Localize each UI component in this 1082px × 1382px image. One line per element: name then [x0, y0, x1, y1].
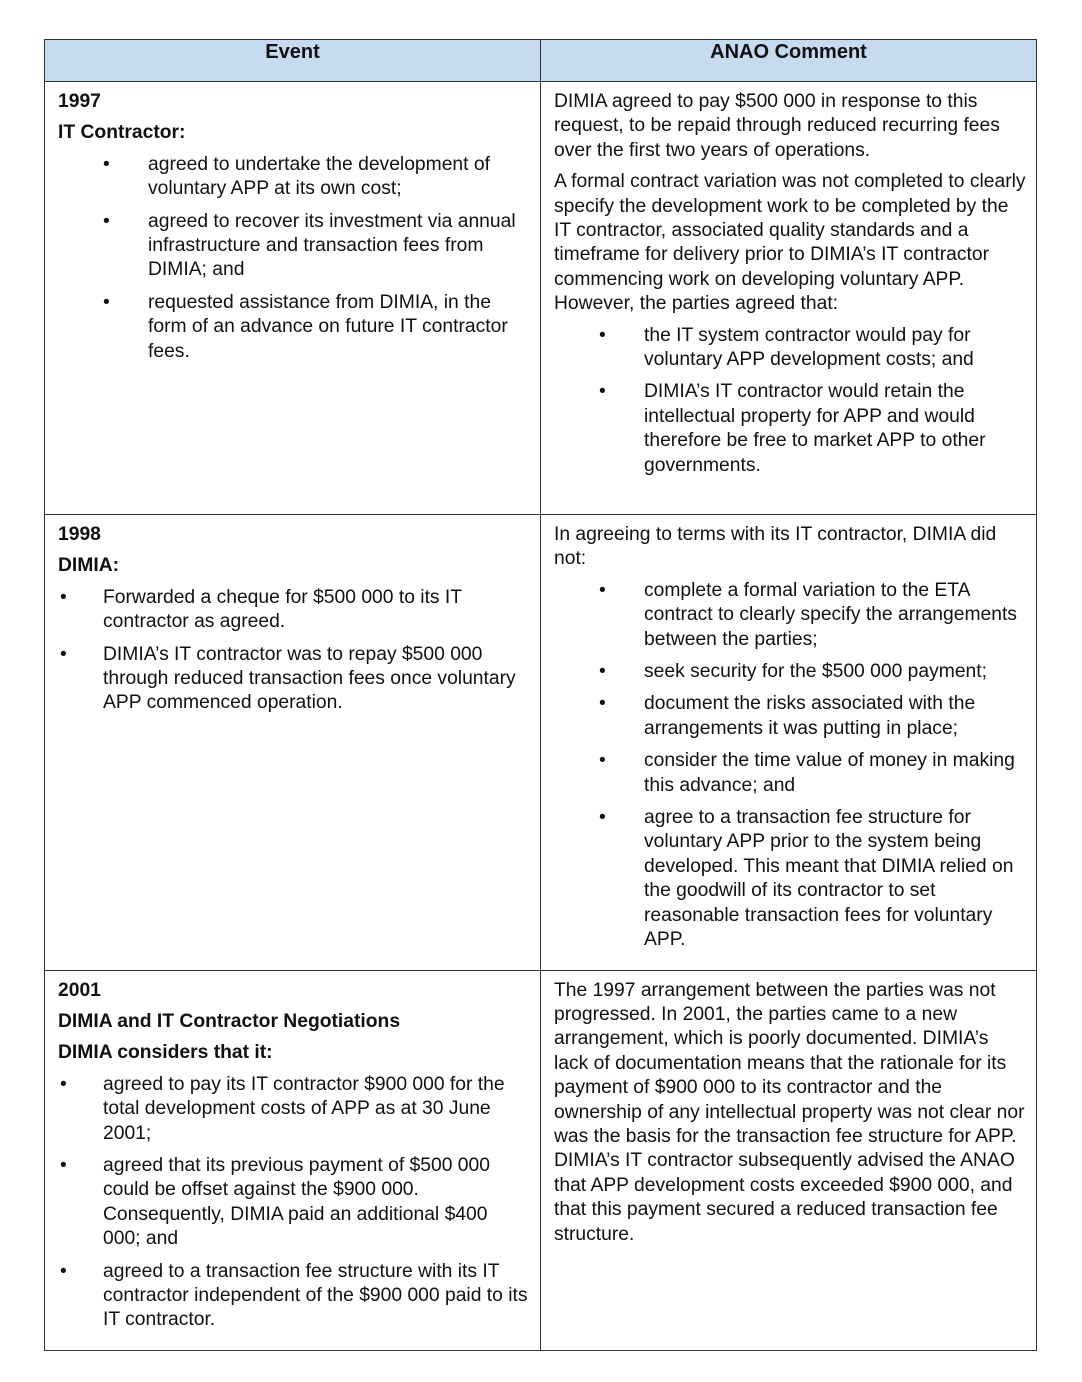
- comment-cell: [541, 82, 1037, 515]
- list-item: [554, 692, 1026, 741]
- page: [44, 39, 1036, 1351]
- event-bullet-list: [58, 153, 530, 364]
- bullet-icon: •: [60, 643, 67, 665]
- list-item: [58, 1260, 530, 1333]
- list-item-text: requested assistance from DIMIA, in the form of an advance on future IT contractor fees.: [148, 291, 508, 362]
- list-item: [58, 291, 530, 364]
- list-item-text: document the risks associated with the arrangements it was putting in place;: [644, 693, 976, 739]
- event-cell: [45, 970, 541, 1350]
- list-item: [554, 324, 1026, 373]
- comment-paragraph: The 1997 arrangement between the parties was not progressed. In 2001, the parties came to a new arrangement, which is poorly documented. DIMIA’s lack of documentation means that the rationale for its payment of $900 000 to its contractor and the ownership of any intellectual property was not clear nor was the basis for the transaction fee structure for APP. DIMIA’s IT contractor subsequently advised the ANAO that APP development costs exceeded $900 000, and that this payment secured a reduced transaction fee structure.: [554, 979, 1025, 1245]
- list-item-text: agreed to undertake the development of voluntary APP at its own cost;: [148, 153, 490, 200]
- list-item: [554, 806, 1026, 952]
- bullet-icon: •: [60, 1073, 67, 1095]
- bullet-icon: •: [599, 324, 606, 346]
- comment-paragraph: A formal contract variation was not completed to clearly specify the development work to be completed by the IT contractor, associated quality standards and a timeframe for delivery prior to DIMIA’s IT contractor commencing work on developing voluntary APP. However, the parties agreed that:: [554, 171, 1026, 315]
- list-item: [554, 579, 1026, 652]
- bullet-icon: •: [60, 1260, 67, 1282]
- bullet-icon: •: [599, 661, 606, 683]
- events-table: [44, 39, 1037, 1351]
- bullet-icon: •: [103, 210, 110, 232]
- event-heading: DIMIA and IT Contractor Negotiations: [58, 1010, 401, 1032]
- list-item: [58, 643, 530, 716]
- comment-paragraph: In agreeing to terms with its IT contractor, DIMIA did not:: [554, 524, 997, 570]
- bullet-icon: •: [599, 750, 606, 772]
- comment-cell: [541, 515, 1037, 971]
- bullet-icon: •: [599, 693, 606, 715]
- column-header-event: Event: [45, 40, 541, 82]
- bullet-icon: •: [599, 807, 606, 829]
- event-year: 1997: [58, 91, 101, 112]
- bullet-icon: •: [60, 586, 67, 608]
- event-subheading: DIMIA considers that it:: [58, 1042, 273, 1064]
- event-heading: DIMIA:: [58, 555, 120, 577]
- table-header-row: [45, 40, 1037, 82]
- list-item-text: agree to a transaction fee structure for voluntary APP prior to the system being developed. This meant that DIMIA relied on the goodwill of its contractor to set reasonable transaction fees for voluntary APP.: [644, 807, 1014, 951]
- list-item-text: DIMIA’s IT contractor was to repay $500 000 through reduced transaction fees once voluntary APP commenced operation.: [103, 643, 516, 714]
- list-item: [58, 586, 530, 635]
- list-item: [554, 749, 1026, 798]
- event-year: 1998: [58, 524, 101, 545]
- event-bullet-list: [58, 586, 530, 716]
- bullet-icon: •: [60, 1154, 67, 1176]
- list-item-text: agreed that its previous payment of $500 000 could be offset against the $900 000. Consequently, DIMIA paid an additional $400 000; and: [103, 1154, 490, 1250]
- comment-paragraph: DIMIA agreed to pay $500 000 in response to this request, to be repaid through reduced recurring fees over the first two years of operations.: [554, 91, 1000, 161]
- bullet-icon: •: [599, 579, 606, 601]
- list-item-text: complete a formal variation to the ETA contract to clearly specify the arrangements between the parties;: [644, 579, 1017, 650]
- bullet-icon: •: [103, 153, 110, 175]
- table-row-1997: [45, 82, 1037, 515]
- list-item-text: DIMIA’s IT contractor would retain the intellectual property for APP and would therefore be free to market APP to other governments.: [644, 381, 986, 476]
- list-item-text: agreed to pay its IT contractor $900 000 for the total development costs of APP as at 30 June 2001;: [103, 1073, 505, 1144]
- list-item-text: the IT system contractor would pay for voluntary APP development costs; and: [644, 324, 974, 371]
- list-item-text: Forwarded a cheque for $500 000 to its IT contractor as agreed.: [103, 586, 462, 633]
- event-cell: [45, 82, 541, 515]
- list-item-text: agreed to recover its investment via annual infrastructure and transaction fees from DIMIA; and: [148, 210, 516, 281]
- list-item: [554, 660, 1026, 684]
- comment-cell: [541, 970, 1037, 1350]
- list-item: [58, 153, 530, 202]
- list-item: [58, 1073, 530, 1146]
- list-item-text: consider the time value of money in making this advance; and: [644, 750, 1015, 796]
- event-bullet-list: [58, 1073, 530, 1333]
- list-item: [58, 1154, 530, 1252]
- bullet-icon: •: [599, 381, 606, 403]
- event-year: 2001: [58, 979, 101, 1001]
- list-item-text: agreed to a transaction fee structure with its IT contractor independent of the $900 000 paid to its IT contractor.: [103, 1260, 528, 1331]
- list-item: [554, 380, 1026, 478]
- bullet-icon: •: [103, 291, 110, 313]
- comment-bullet-list: [554, 579, 1026, 953]
- table-row-2001: [45, 970, 1037, 1350]
- event-cell: [45, 515, 541, 971]
- table-row-1998: [45, 515, 1037, 971]
- list-item-text: seek security for the $500 000 payment;: [644, 661, 987, 683]
- comment-bullet-list: [554, 324, 1026, 478]
- list-item: [58, 210, 530, 283]
- event-heading: IT Contractor:: [58, 122, 186, 144]
- column-header-anao-comment: ANAO Comment: [541, 40, 1037, 82]
